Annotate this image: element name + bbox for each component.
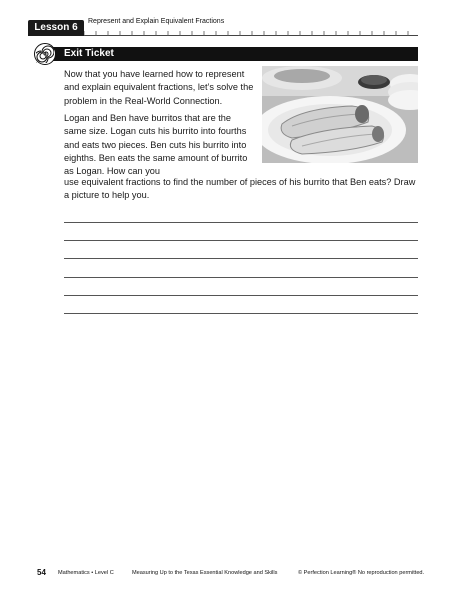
answer-line: [64, 222, 418, 223]
header-ruler: [84, 29, 418, 36]
answer-line: [64, 258, 418, 259]
burrito-photo: [262, 66, 418, 163]
intro-paragraph: Now that you have learned how to represent and explain equivalent fractions, let’s solve the problem in the Real-World Connection.: [64, 69, 254, 106]
lesson-tab: Lesson 6: [28, 20, 84, 36]
answer-line: [64, 295, 418, 296]
spiral-icon: [34, 43, 56, 65]
answer-line: [64, 277, 418, 278]
exit-ticket-banner: [37, 47, 418, 61]
page-number: 54: [37, 568, 46, 577]
footer-level: Mathematics • Level C: [58, 570, 114, 576]
footer-series: Measuring Up to the Texas Essential Knowledge and Skills: [132, 570, 278, 576]
answer-line: [64, 240, 418, 241]
answer-lines: [64, 222, 418, 331]
problem-paragraph: Logan and Ben have burritos that are the same size. Logan cuts his burrito into fourths and eats two pieces. Ben cuts his burrito into eighths. Ben eats the same amount of burrito as Logan. How can you: [64, 113, 248, 177]
footer-copyright: © Perfection Learning® No reproduction permitted.: [298, 570, 425, 576]
lesson-title: Represent and Explain Equivalent Fractions: [88, 18, 225, 25]
exit-ticket-title: Exit Ticket: [64, 48, 114, 59]
problem-paragraph-continued: use equivalent fractions to find the number of pieces of his burrito that Ben eats? Draw a picture to help you.: [64, 177, 416, 201]
answer-line: [64, 313, 418, 314]
